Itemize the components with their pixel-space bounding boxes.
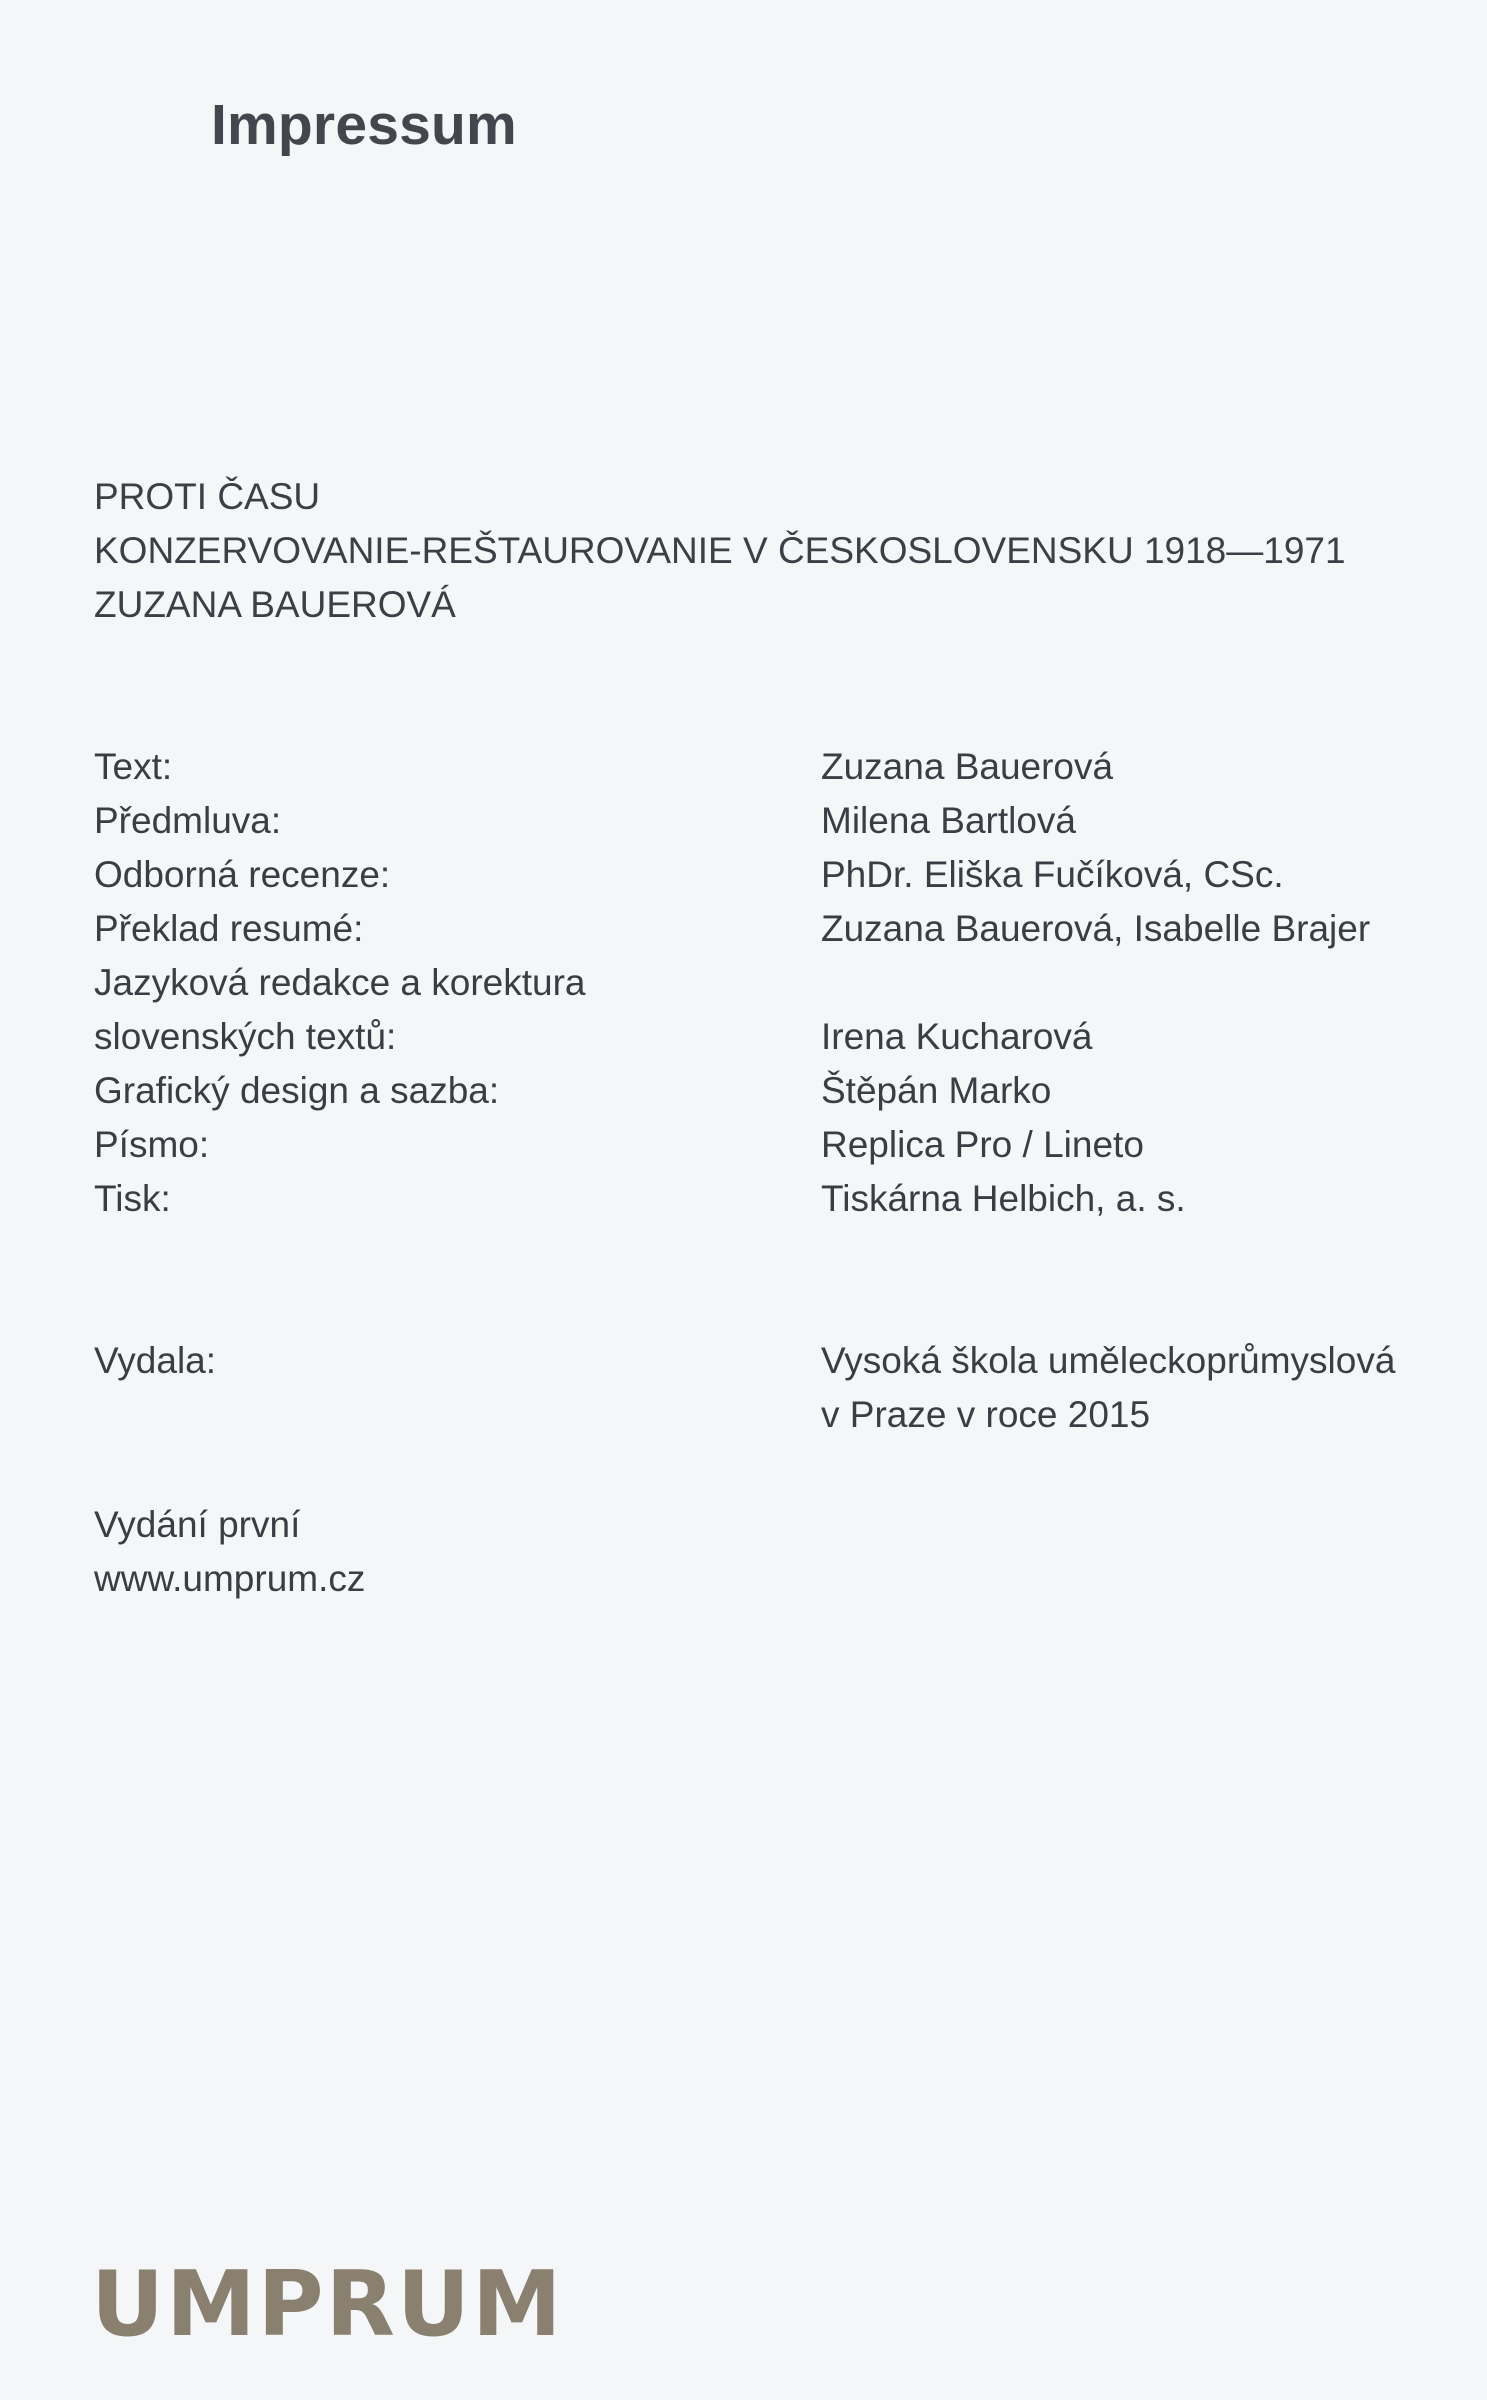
credit-label: Překlad resumé:	[94, 908, 364, 949]
credit-row-translation	[94, 902, 1371, 956]
book-author: ZUZANA BAUEROVÁ	[94, 584, 456, 625]
publisher-line: v Praze v roce 2015	[821, 1394, 1151, 1435]
credit-value: Replica Pro / Lineto	[821, 1124, 1144, 1165]
umprum-logo: UMPRUM	[91, 2252, 564, 2357]
credits-list	[94, 740, 1371, 1226]
credit-row-foreword	[94, 794, 1077, 848]
credit-value: Milena Bartlová	[821, 800, 1077, 841]
credit-label: Odborná recenze:	[94, 854, 391, 895]
credit-value: Zuzana Bauerová	[821, 746, 1114, 787]
credit-label: Text:	[94, 746, 173, 787]
credit-label: Grafický design a sazba:	[94, 1070, 500, 1111]
website-url: www.umprum.cz	[94, 1558, 366, 1599]
credit-row-design	[94, 1064, 1052, 1118]
publisher-line: Vysoká škola uměleckoprůmyslová	[821, 1340, 1396, 1381]
credit-row-review	[94, 848, 1284, 902]
credit-label: Tisk:	[94, 1178, 171, 1219]
credit-row-print	[94, 1172, 1186, 1226]
publisher-label: Vydala:	[94, 1340, 217, 1381]
credit-row-editing-2	[94, 1010, 1093, 1064]
book-title-block	[94, 470, 1346, 632]
credit-label: Jazyková redakce a korektura	[94, 962, 586, 1003]
credit-label: slovenských textů:	[94, 1016, 397, 1057]
credit-row-font	[94, 1118, 1144, 1172]
book-subtitle: KONZERVOVANIE-REŠTAUROVANIE V ČESKOSLOVENSKU 1918—1971	[94, 530, 1346, 571]
credit-label: Předmluva:	[94, 800, 282, 841]
publisher-value	[821, 1334, 1395, 1442]
credit-value: Štěpán Marko	[821, 1070, 1052, 1111]
credit-value: PhDr. Eliška Fučíková, CSc.	[821, 854, 1284, 895]
credit-label: Písmo:	[94, 1124, 210, 1165]
publisher-row	[94, 1334, 1396, 1435]
credit-row-text	[94, 740, 1114, 794]
credit-value: Zuzana Bauerová, Isabelle Brajer	[821, 908, 1371, 949]
edition-label: Vydání první	[94, 1504, 301, 1545]
credit-value: Tiskárna Helbich, a. s.	[821, 1178, 1186, 1219]
book-title: PROTI ČASU	[94, 476, 321, 517]
credit-value: Irena Kucharová	[821, 1016, 1093, 1057]
page-title: Impressum	[211, 93, 517, 157]
credit-row-editing-1	[94, 956, 814, 1010]
publisher-block	[94, 1334, 1396, 1435]
edition-block	[94, 1498, 365, 1606]
